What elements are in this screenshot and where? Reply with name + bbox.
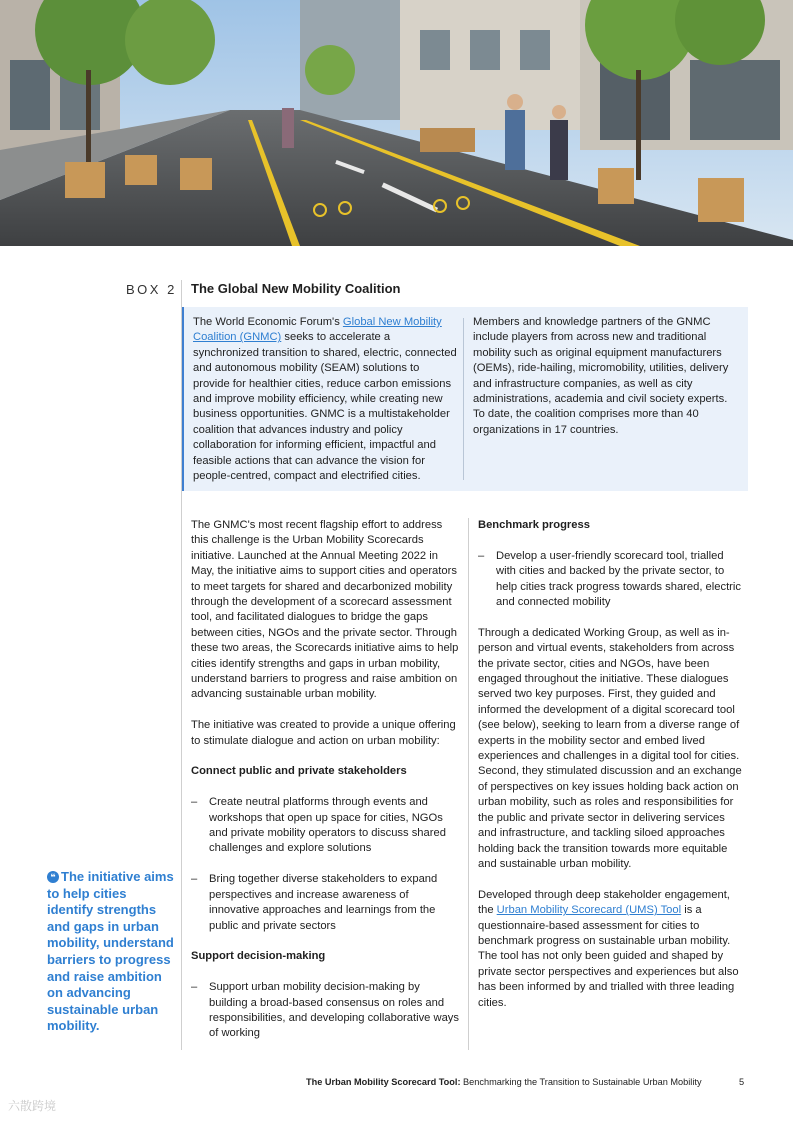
dash-bullet: – xyxy=(191,796,198,809)
intro-divider xyxy=(463,318,464,480)
right-paragraph-2-post: is a questionnaire-based assessment for cities to benchmark progress on sustainable urban mobility. The tool has not only been guided and shaped by private sector perspectives and experiences but also has been informed by and trialled with three leading cities. xyxy=(478,904,739,1009)
left-column xyxy=(191,518,461,1057)
bullet-text: Create neutral platforms through events and workshops that open up space for cities, NGOs and private mobility operators to discuss shared challenges and explore solutions xyxy=(209,796,446,855)
bullet-text: Bring together diverse stakeholders to expand perspectives and increase awareness of innovative approaches and learnings from the public and private sectors xyxy=(209,873,438,932)
heading-support-decision-making: Support decision-making xyxy=(191,950,326,963)
street-scene-image xyxy=(0,0,793,246)
gnmc-link[interactable]: Global New Mobility Coalition (GNMC) xyxy=(193,316,442,344)
right-paragraph-2-pre: Developed through deep stakeholder engagement, the xyxy=(478,888,730,917)
left-paragraph-1: The GNMC's most recent flagship effort to address this challenge is the Urban Mobility Scorecards initiative. Launched at the Annual Meeting 2022 in May, the initiative aims to support cities and operators to meet targets for shared and decarbonized mobility through the development of a scorecard assessment tool, and facilitated dialogues to bridge the gaps between cities, NGOs and the private sector. Through these two areas, the Scorecards initiative aims to help cities identify strengths and gaps in urban mobility, understand barriers to progress and raise ambition on advancing sustainable urban mobility. xyxy=(191,519,459,701)
right-paragraph-1: Through a dedicated Working Group, as well as in-person and virtual events, stakeholders from across the private sector, cities and NGOs, have been engaged throughout the initiative. These dialogues served two key purposes. First, they guided and informed the development of a digital scorecard tool (see below), seeking to learn from a diverse range of experts in the mobility sector and embed lived experiences and challenges in a digital tool for cities. Second, they stimulated discussion and an exchange of perspectives on key issues holding back action on urban mobility, such as roles and responsibilities for the public and private sector in delivering services and infrastructure, and tackling siloed approaches holding back the transition towards more equitable and sustainable urban mobility. xyxy=(478,626,742,870)
ums-tool-link[interactable]: Urban Mobility Scorecard (UMS) Tool xyxy=(496,904,682,917)
list-item xyxy=(478,549,746,611)
left-paragraph-2: The initiative was created to provide a unique offering to stimulate dialogue and action on urban mobility: xyxy=(191,719,456,747)
column-divider xyxy=(468,518,469,1050)
page-footer xyxy=(306,1077,702,1087)
footer-subtitle: Benchmarking the Transition to Sustainable Urban Mobility xyxy=(460,1077,702,1087)
pull-quote-text: The initiative aims to help cities identify strengths and gaps in urban mobility, understand barriers to progress and raise ambition on advancing sustainable urban mobility. xyxy=(47,869,174,1034)
box-title: The Global New Mobility Coalition xyxy=(191,281,401,296)
dash-bullet: – xyxy=(191,873,198,886)
header-photo xyxy=(0,0,793,246)
heading-benchmark-progress: Benchmark progress xyxy=(478,519,590,531)
intro-left-post: seeks to accelerate a synchronized transition to shared, electric, connected and autonomous mobility (SEAM) solutions to provide for healthier cities, reduce carbon emissions and improve mobility efficiency, while creating new business opportunities. GNMC is a multistakeholder coalition that advances industry and policy collaboration for informing efficient, impactful and feasible actions that can advance the vision for people-centred, compact and electrified cities. xyxy=(193,331,457,483)
intro-left-pre: The World Economic Forum's xyxy=(193,316,343,328)
box-label: BOX 2 xyxy=(126,282,177,297)
page-number: 5 xyxy=(739,1077,745,1087)
list-item xyxy=(191,872,461,934)
bullet-text: Develop a user-friendly scorecard tool, trialled with cities and backed by the private sector, to help cities track progress towards shared, electric and connected mobility xyxy=(496,549,741,609)
list-item xyxy=(191,980,461,1042)
intro-left-text xyxy=(193,315,459,484)
bullet-text: Support urban mobility decision-making by building a broad-based consensus on roles and responsibilities, and developing collaborative ways of working xyxy=(209,981,459,1040)
heading-connect-stakeholders: Connect public and private stakeholders xyxy=(191,765,407,778)
right-paragraph-2 xyxy=(478,888,746,1011)
watermark: 六散跨境 xyxy=(8,1099,57,1113)
intro-right-text: Members and knowledge partners of the GNMC include players from across new and traditional mobility such as original equipment manufacturers (OEMs), ride-hailing, micromobility, utilities, delivery and infrastructure companies, as well as city administrations, academia and civil society experts. To date, the coalition comprises more than 40 organizations in 17 countries. xyxy=(473,316,729,436)
right-column xyxy=(478,518,746,1026)
dash-bullet: – xyxy=(191,981,198,994)
footer-title-bold: The Urban Mobility Scorecard Tool: xyxy=(306,1077,461,1087)
dash-bullet: – xyxy=(478,549,485,562)
pull-quote xyxy=(47,869,175,1035)
list-item xyxy=(191,795,461,857)
quote-icon: ❝ xyxy=(47,871,59,883)
